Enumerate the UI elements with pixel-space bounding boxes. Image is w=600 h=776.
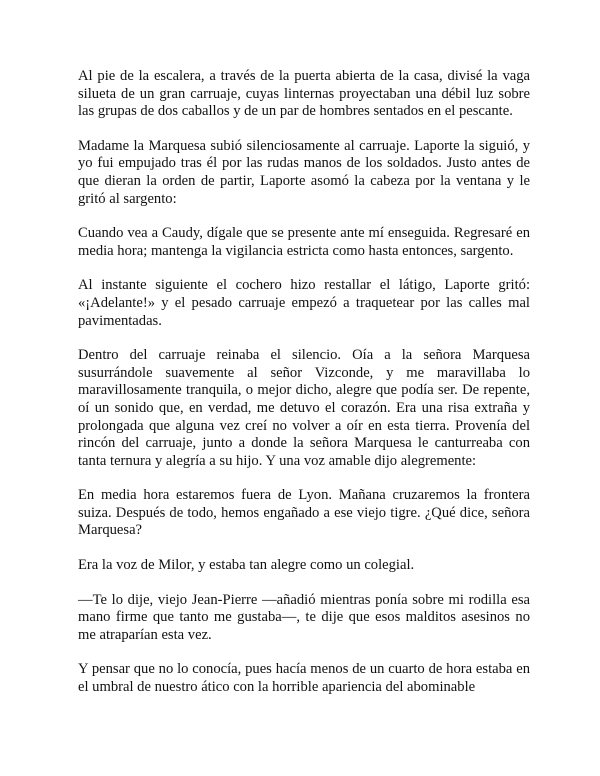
paragraph-5: Dentro del carruaje reinaba el silencio. Oía a la señora Marquesa susurrándole suavemente al señor Vizconde, y me maravillaba lo maravillosamente tranquila, o mejor dicho, alegre que podía ser. De repente, oí un sonido que, en verdad, me detuvo el corazón. Era una risa extraña y prolongada que alguna vez creí no volver a oír en esta tierra. Provenía del rincón del carruaje, junto a donde la señora Marquesa le canturreaba con tanta ternura y alegría a su hijo. Y una voz amable dijo alegremente: — [78, 347, 530, 469]
paragraph-3: Cuando vea a Caudy, dígale que se presente ante mí enseguida. Regresaré en media hora; mantenga la vigilancia estricta como hasta entonces, sargento. — [78, 225, 530, 259]
document-page — [78, 68, 530, 697]
paragraph-2: Madame la Marquesa subió silenciosamente al carruaje. Laporte la siguió, y yo fui empujado tras él por las rudas manos de los soldados. Justo antes de que dieran la orden de partir, Laporte asomó la cabeza por la ventana y le gritó al sargento: — [78, 137, 530, 207]
paragraph-8: —Te lo dije, viejo Jean-Pierre —añadió mientras ponía sobre mi rodilla esa mano firme que tanto me gustaba—, te dije que esos malditos asesinos no me atraparían esta vez. — [78, 591, 530, 643]
paragraph-9: Y pensar que no lo conocía, pues hacía menos de un cuarto de hora estaba en el umbral de nuestro ático con la horrible apariencia del abominable — [78, 661, 530, 696]
paragraph-1: Al pie de la escalera, a través de la puerta abierta de la casa, divisé la vaga silueta de un gran carruaje, cuyas linternas proyectaban una débil luz sobre las grupas de dos caballos y de un par de hombres sentados en el pescante. — [78, 68, 530, 120]
paragraph-7: Era la voz de Milor, y estaba tan alegre como un colegial. — [78, 557, 415, 574]
paragraph-4: Al instante siguiente el cochero hizo restallar el látigo, Laporte gritó: «¡Adelante!» y el pesado carruaje empezó a traquetear por las calles mal pavimentadas. — [78, 277, 530, 329]
paragraph-6: En media hora estaremos fuera de Lyon. Mañana cruzaremos la frontera suiza. Después de todo, hemos engañado a ese viejo tigre. ¿Qué dice, señora Marquesa? — [78, 487, 530, 539]
